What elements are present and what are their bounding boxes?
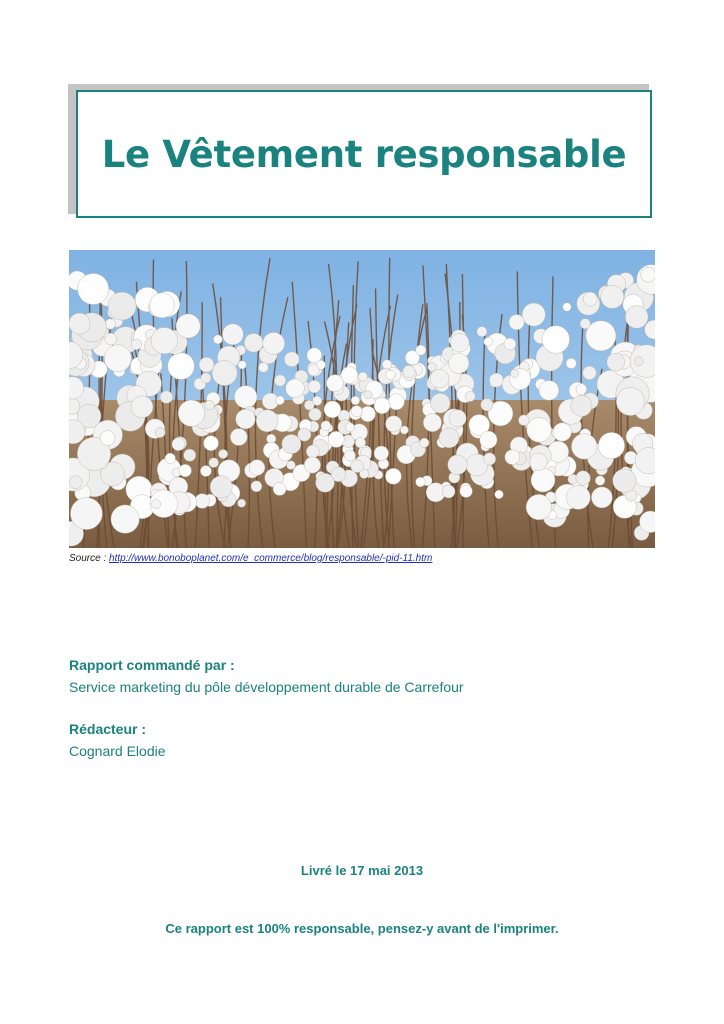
- title-box: [76, 90, 652, 218]
- source-link[interactable]: http://www.bonoboplanet.com/e_commerce/blog/responsable/-pid-11.htm: [109, 553, 433, 564]
- cotton-field-illustration: [69, 250, 655, 548]
- commission-value: Service marketing du pôle développement durable de Carrefour: [69, 679, 464, 695]
- footer-note: Ce rapport est 100% responsable, pensez-y avant de l'imprimer.: [165, 921, 559, 936]
- page-title: Le Vêtement responsable: [101, 132, 627, 176]
- commission-label: Rapport commandé par :: [69, 657, 235, 673]
- author-label: Rédacteur :: [69, 721, 147, 737]
- source-prefix: Source :: [69, 553, 110, 564]
- author-value: Cognard Elodie: [69, 743, 166, 759]
- delivery-date: Livré le 17 mai 2013: [300, 863, 424, 878]
- cotton-field-photo: [69, 250, 655, 548]
- image-source: [69, 553, 432, 564]
